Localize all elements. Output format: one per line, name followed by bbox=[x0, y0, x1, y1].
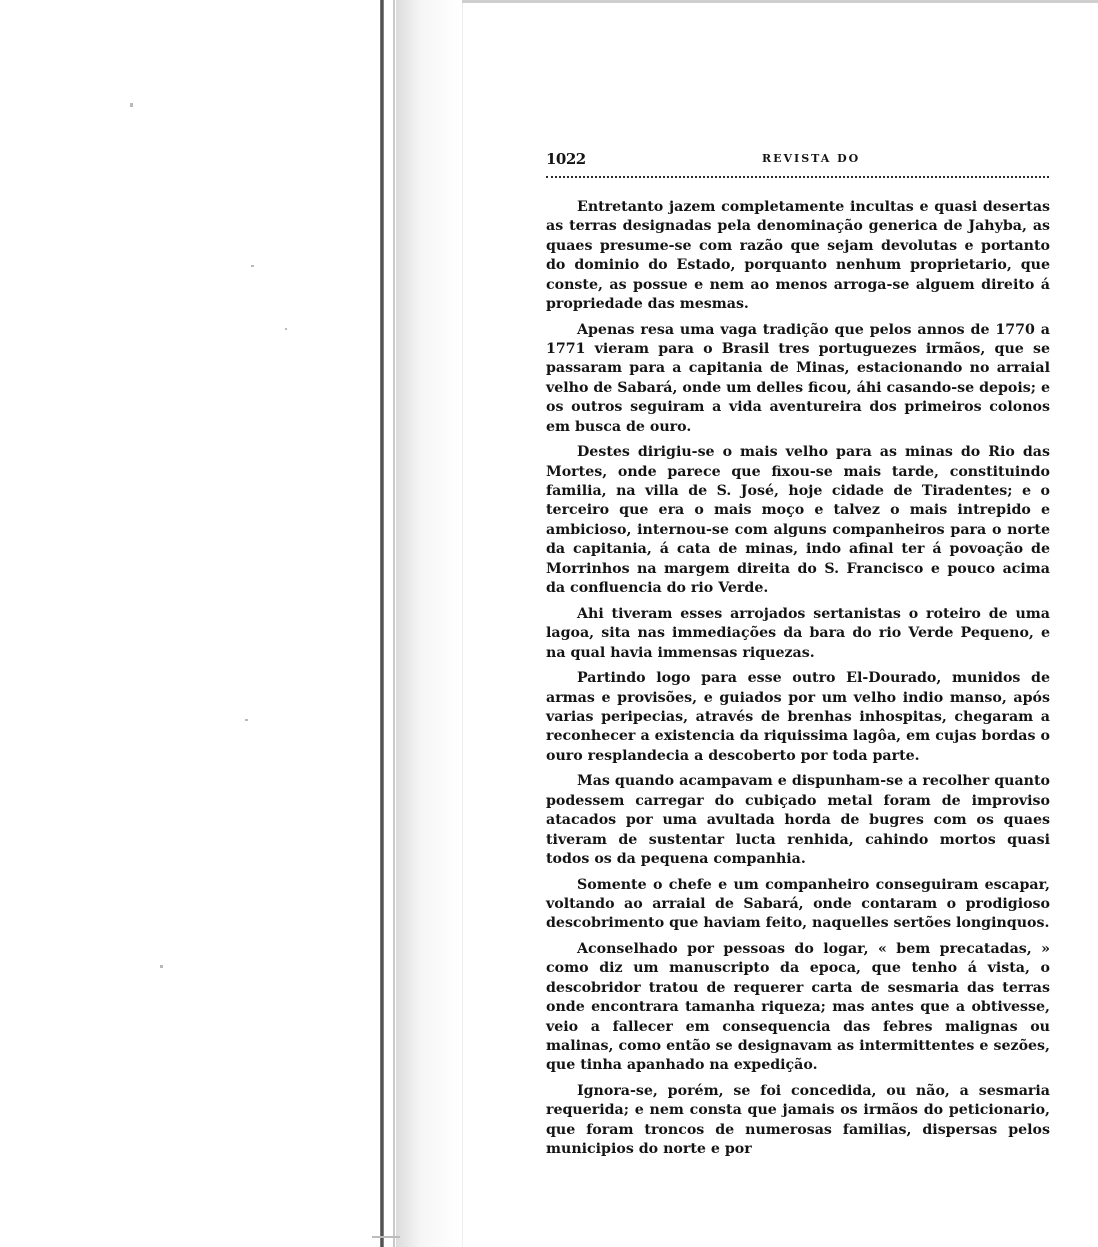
page-fold bbox=[462, 0, 463, 1247]
paragraph: Mas quando acampavam e dispunham-se a recolher quanto podessem carregar do cubiçado metal foram de improviso atacados por uma avultada horda de bugres com os quaes tiveram de sustentar lucta renhida, cahindo mortos quasi todos os da pequena companhia. bbox=[546, 773, 1050, 867]
speck bbox=[285, 328, 287, 330]
paragraph: Destes dirigiu-se o mais velho para as minas do Rio das Mortes, onde parece que fixou-se mais tarde, constituindo familia, na villa de S. José, hoje cidade de Tiradentes; e o terceiro que era o mais moço e talvez o mais intrepido e ambicioso, internou-se com alguns companheiros para o norte da capitania, á cata de minas, indo afinal ter á povoação de Morrinhos na margem direita do S. Francisco e pouco acima da confluencia do rio Verde. bbox=[546, 444, 1050, 597]
paragraph: Ignora-se, porém, se foi concedida, ou não, a sesmaria requerida; e nem consta que jamais os irmãos do peticionario, que foram troncos de numerosas familias, dispersas pelos municipios do norte e por bbox=[546, 1082, 1050, 1158]
book-binding bbox=[380, 0, 384, 1247]
page-top-edge bbox=[462, 0, 1098, 3]
paragraph: Apenas resa uma vaga tradição que pelos annos de 1770 a 1771 vieram para o Brasil tres portuguezes irmãos, que se passaram para a capitania de Minas, estacionando no arraial velho de Sabará, onde um delles ficou, áhi casando-se depois; e os outros seguiram a vida aventureira dos primeiros colonos em busca de ouro. bbox=[546, 321, 1050, 435]
speck bbox=[251, 265, 254, 267]
page-number: 1022 bbox=[546, 150, 586, 168]
speck bbox=[160, 965, 163, 968]
gutter-shadow bbox=[396, 0, 460, 1247]
paragraph: Somente o chefe e um companheiro conseguiram escapar, voltando ao arraial de Sabará, onde contaram o prodigioso descobrimento que haviam feito, naquelles sertões longinquos. bbox=[546, 876, 1050, 932]
paragraph: Entretanto jazem completamente incultas e quasi desertas as terras designadas pela denominação generica de Jahyba, as quaes presume-se com razão que sejam devolutas e portanto do dominio do Estado, porquanto nenhum proprietario, que conste, as possue e nem ao menos arroga-se alguem direito á propriedade das mesmas. bbox=[546, 199, 1050, 313]
paragraph: Ahi tiveram esses arrojados sertanistas o roteiro de uma lagoa, sita nas immediações da bara do rio Verde Pequeno, e na qual havia immensas riquezas. bbox=[546, 605, 1050, 661]
speck bbox=[245, 719, 248, 721]
paragraph: Partindo logo para esse outro El-Dourado, munidos de armas e provisões, e guiados por um velho indio manso, após varias peripecias, através de brenhas inhospitas, chegaram a reconhecer a existencia da riquissima lagôa, em cujas bordas o ouro resplandecia a descoberto por toda parte. bbox=[546, 670, 1050, 764]
speck bbox=[130, 103, 133, 107]
gutter-line bbox=[393, 0, 395, 1247]
body-text bbox=[546, 198, 1050, 1166]
left-facing-page bbox=[0, 0, 382, 1247]
header-rule bbox=[546, 176, 1049, 178]
running-head: REVISTA DO bbox=[762, 152, 861, 165]
page-bottom-mark bbox=[372, 1236, 400, 1238]
paragraph: Aconselhado por pessoas do logar, « bem precatadas, » como diz um manuscripto da epoca, que tenho á vista, o descobridor tratou de requerer carta de sesmaria das terras onde encontrara tamanha riqueza; mas antes que a obtivesse, veio a fallecer em consequencia das febres malignas ou malinas, como então se designavam as intermittentes e sezões, que tinha apanhado na expedição. bbox=[546, 940, 1050, 1074]
